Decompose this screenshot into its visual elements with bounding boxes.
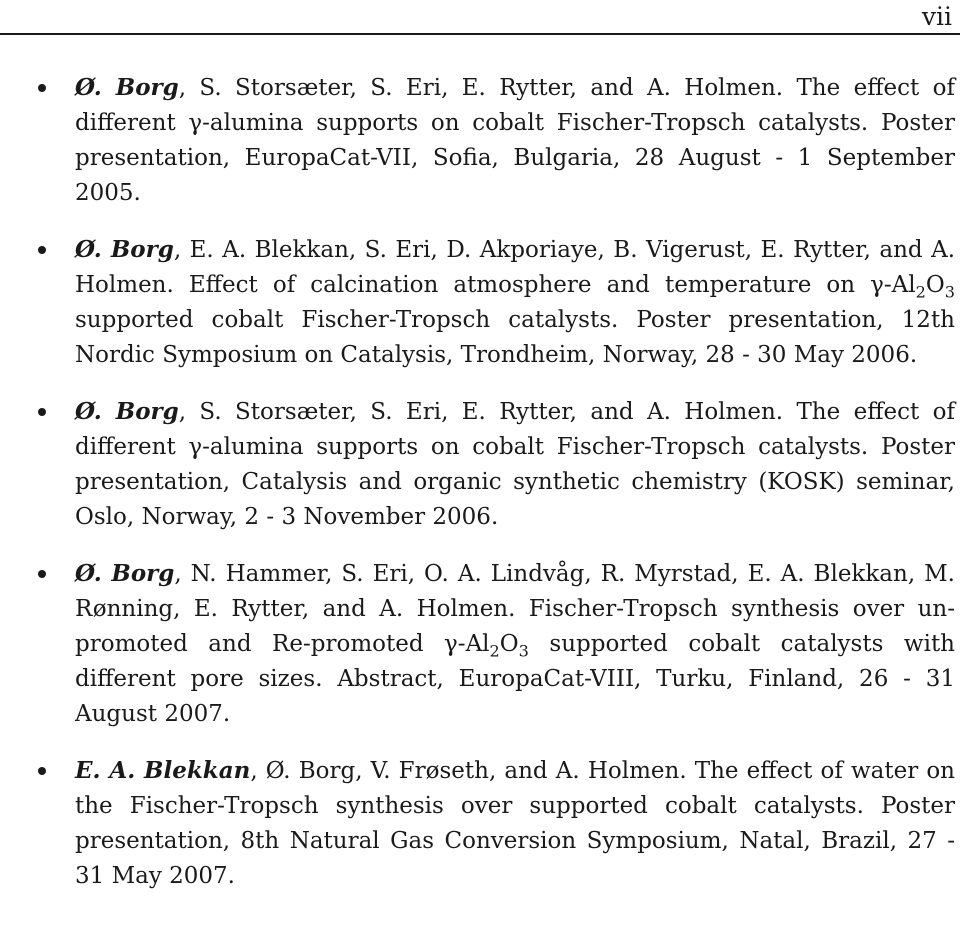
publication-list: [0, 70, 960, 915]
subscript: 2: [489, 641, 500, 661]
lead-author: E. A. Blekkan: [75, 757, 251, 784]
page-number: vii: [921, 2, 952, 31]
citation-text: , E. A. Blekkan, S. Eri, D. Akporiaye, B. Vigerust, E. Rytter, and A. Holmen. Effect of calcination atmosphere and temperature on γ-Al: [75, 237, 955, 298]
bullet-icon: [38, 84, 46, 92]
citation-text: , S. Storsæter, S. Eri, E. Rytter, and A. Holmen. The effect of different γ-alumina supports on cobalt Fischer-Tropsch catalysts. Poster presentation, Catalysis and organic synthetic chemistry (KOSK) seminar, Oslo, Norway, 2 - 3 November 2006.: [75, 399, 955, 530]
lead-author: Ø. Borg: [75, 398, 179, 425]
bullet-icon: [38, 246, 46, 254]
citation-text: supported cobalt Fischer-Tropsch catalysts. Poster presentation, 12th Nordic Symposium on Catalysis, Trondheim, Norway, 28 - 30 May 2006.: [75, 307, 955, 368]
lead-author: Ø. Borg: [75, 74, 179, 101]
bullet-icon: [38, 408, 46, 416]
citation-text: O: [925, 272, 945, 298]
subscript: 3: [518, 641, 529, 661]
citation-text: , S. Storsæter, S. Eri, E. Rytter, and A. Holmen. The effect of different γ-alumina supports on cobalt Fischer-Tropsch catalysts. Poster presentation, EuropaCat-VII, Sofia, Bulgaria, 28 August - 1 September 2005.: [75, 75, 955, 206]
citation-text: , Ø. Borg, V. Frøseth, and A. Holmen. The effect of water on the Fischer-Tropsch synthesis over supported cobalt catalysts. Poster presentation, 8th Natural Gas Conversion Symposium, Natal, Brazil, 27 - 31 May 2007.: [75, 758, 955, 889]
lead-author: Ø. Borg: [75, 560, 175, 587]
subscript: 2: [915, 282, 926, 302]
citation-text: supported cobalt catalysts with different pore sizes. Abstract, EuropaCat-VIII, Turku, Finland, 26 - 31 August 2007.: [75, 631, 955, 727]
publication-entry: [0, 753, 955, 894]
subscript: 3: [944, 282, 955, 302]
bullet-icon: [38, 767, 46, 775]
publication-entry: [0, 394, 955, 535]
publication-entry: [0, 232, 955, 373]
citation-text: O: [499, 631, 519, 657]
publication-entry: [0, 70, 955, 211]
header-rule: [0, 33, 960, 35]
lead-author: Ø. Borg: [75, 236, 174, 263]
bullet-icon: [38, 570, 46, 578]
publication-entry: [0, 556, 955, 732]
citation-text: , N. Hammer, S. Eri, O. A. Lindvåg, R. Myrstad, E. A. Blekkan, M. Rønning, E. Rytter, and A. Holmen. Fischer-Tropsch synthesis over un-promoted and Re-promoted γ-Al: [75, 561, 955, 657]
